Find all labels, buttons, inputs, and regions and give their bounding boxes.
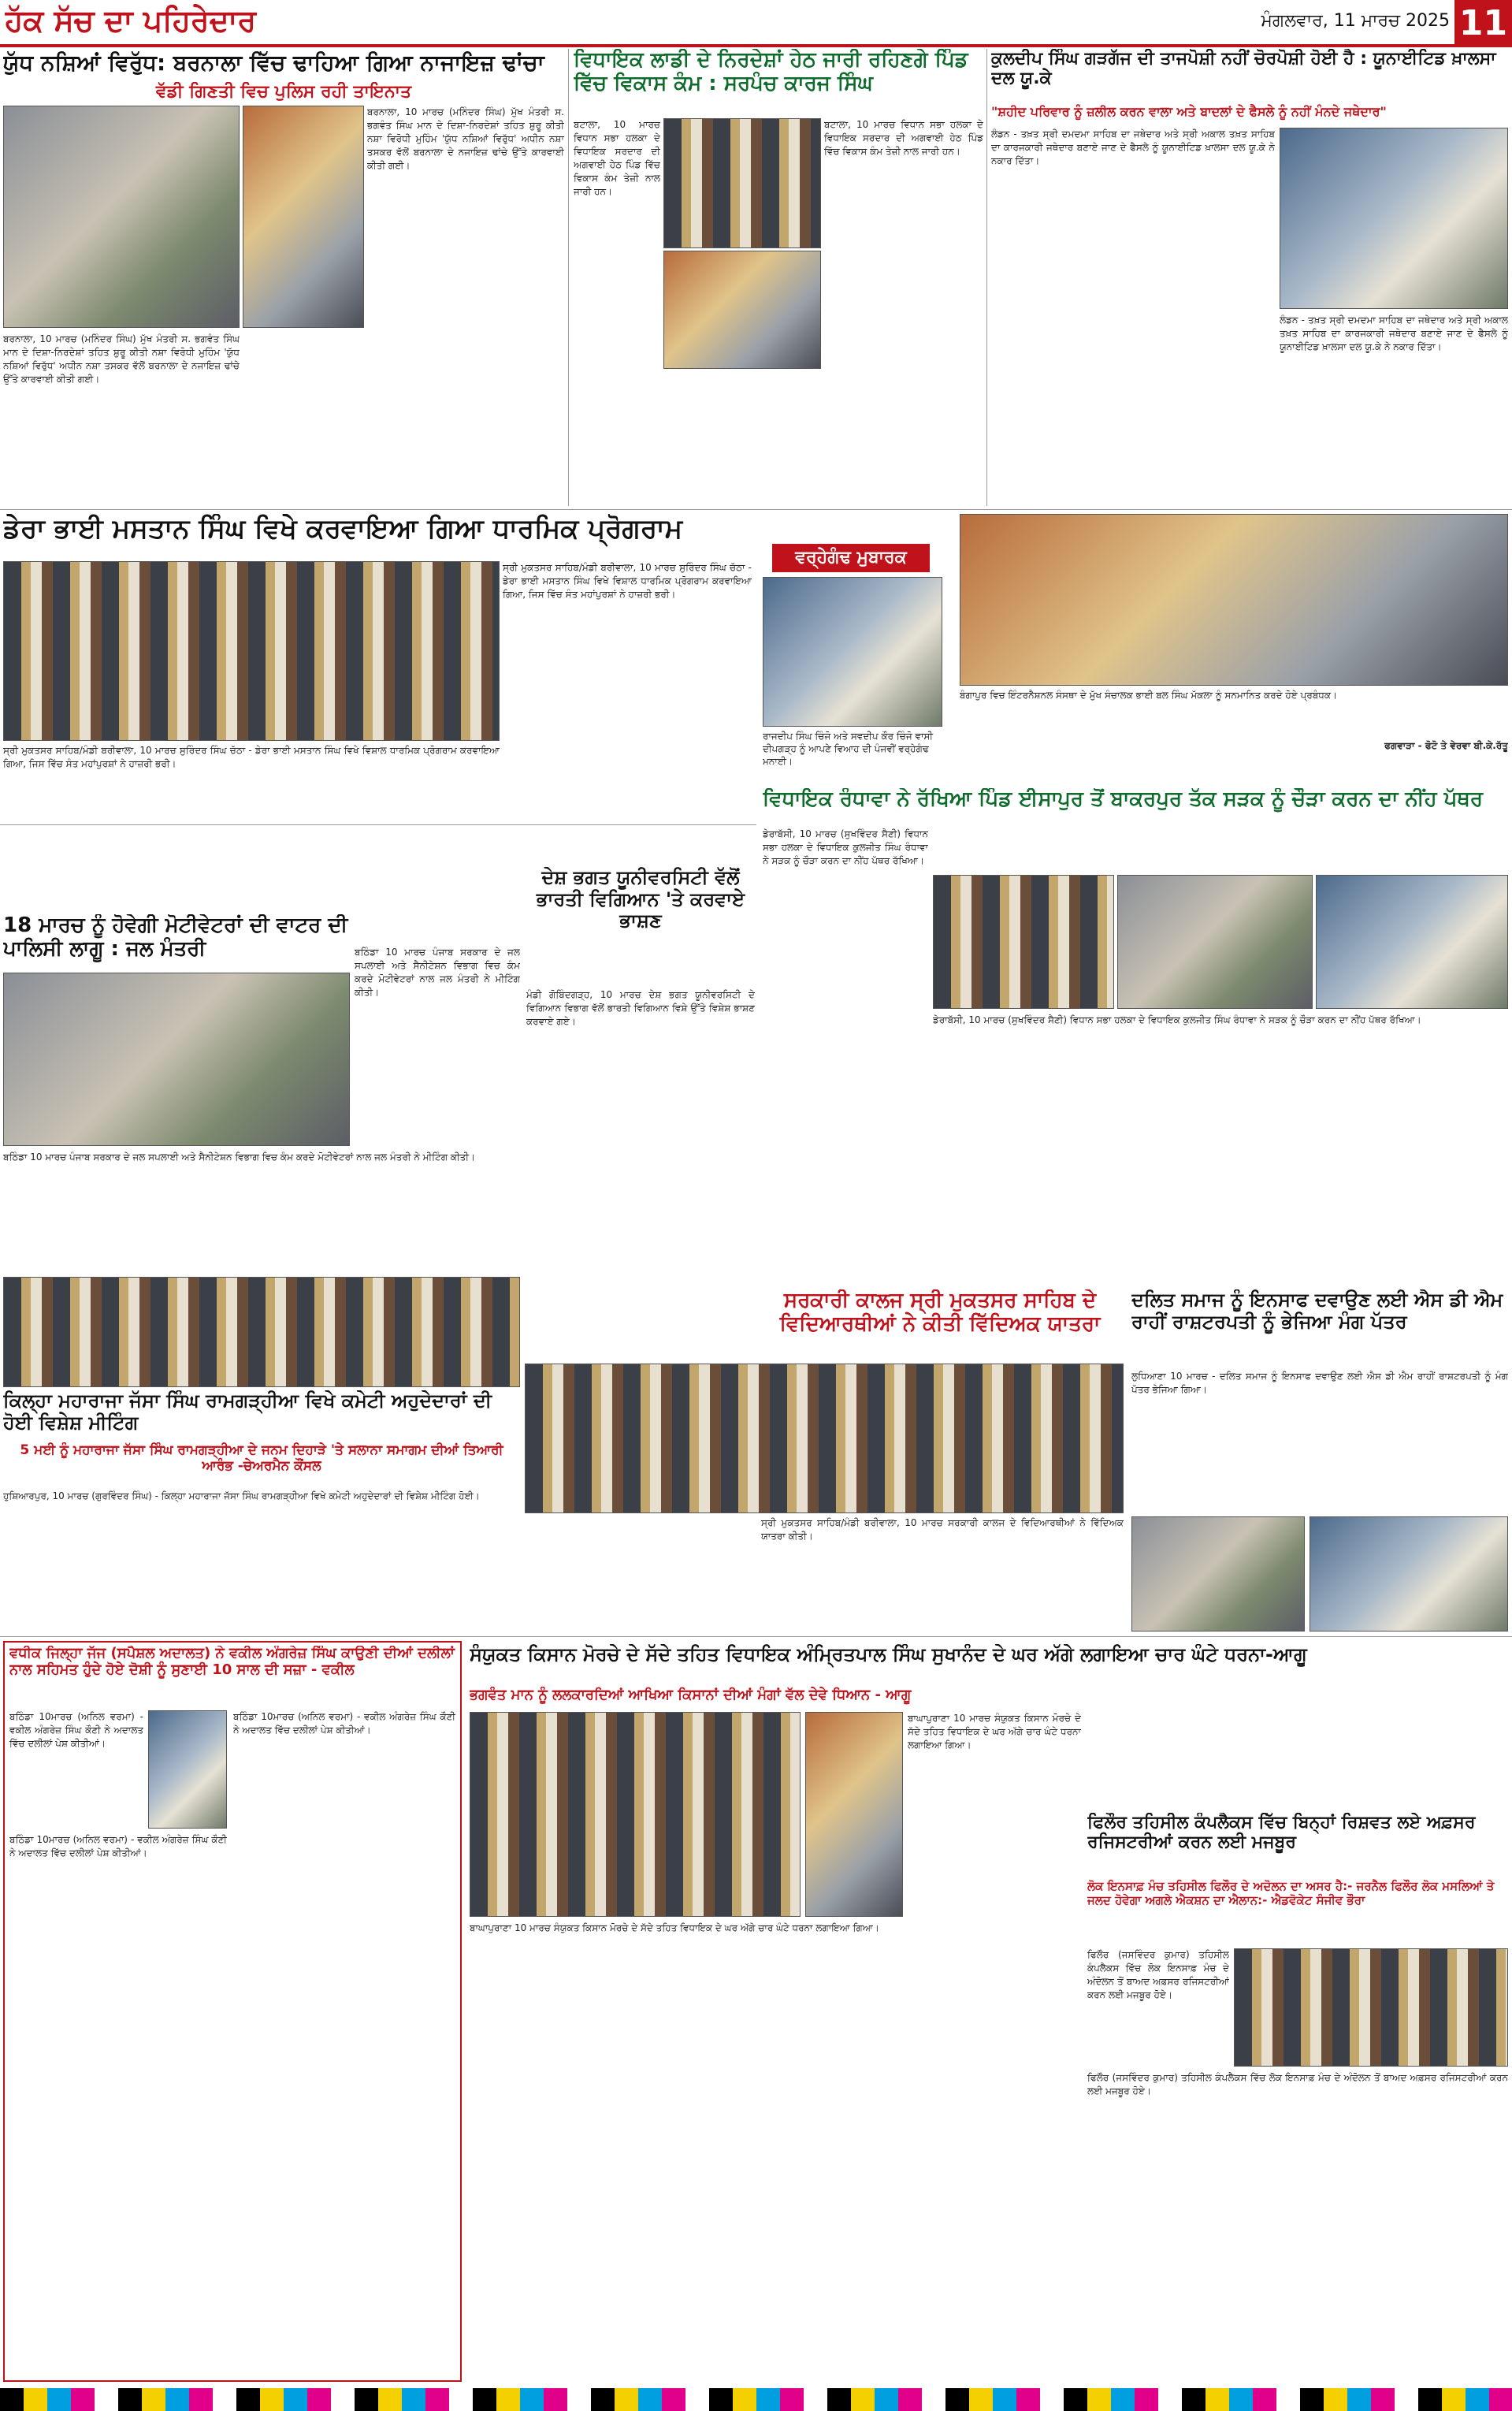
dera-body: ਸ੍ਰੀ ਮੁਕਤਸਰ ਸਾਹਿਬ/ਮੰਡੀ ਬਰੀਵਾਲਾ, 10 ਮਾਰਚ ਸੁਰਿੰਦਰ ਸਿੰਘ ਚੱਠਾ - ਡੇਰਾ ਭਾਈ ਮਸਤਾਨ ਸਿੰਘ ਵਿਖੇ ਵਿਸ਼ਾਲ ਧਾਰਮਿਕ ਪ੍ਰੋਗਰਾਮ ਕਰਵਾਇਆ ਗਿਆ, ਜਿਸ ਵਿੱਚ ਸੰਤ ਮਹਾਂਪੁਰਸ਼ਾਂ ਨੇ ਹਾਜ਼ਰੀ ਭਰੀ।: [3, 745, 500, 769]
phillaur-body: ਫਿਲੌਰ (ਜਸਵਿੰਦਰ ਕੁਮਾਰ) ਤਹਿਸੀਲ ਕੰਪਲੈਕਸ ਵਿੱਚ ਲੋਕ ਇਨਸਾਫ਼ ਮੰਚ ਦੇ ਅੰਦੋਲਨ ਤੋਂ ਬਾਅਦ ਅਫ਼ਸਰ ਰਜਿਸਟਰੀਆਂ ਕਰਨ ਲਈ ਮਜਬੂਰ ਹੋਏ।: [1087, 1949, 1229, 2000]
qila-photo: [3, 1277, 520, 1387]
column-rule: [986, 49, 987, 506]
motivators-body-2: ਬਠਿੰਡਾ 10 ਮਾਰਚ ਪੰਜਾਬ ਸਰਕਾਰ ਦੇ ਜਲ ਸਪਲਾਈ ਅਤੇ ਸੈਨੀਟੇਸ਼ਨ ਵਿਭਾਗ ਵਿਚ ਕੰਮ ਕਰਦੇ ਮੋਟੀਵੇਟਰਾਂ ਨਾਲ ਜਲ ਮੰਤਰੀ ਨੇ ਮੀਟਿੰਗ ਕੀਤੀ।: [3, 1152, 476, 1163]
khalsa-subhead: "ਸ਼ਹੀਦ ਪਰਿਵਾਰ ਨੂੰ ਜ਼ਲੀਲ ਕਰਨ ਵਾਲਾ ਅਤੇ ਬਾਦਲਾਂ ਦੇ ਫੈਸਲੇ ਨੂੰ ਨਹੀਂ ਮੰਨਦੇ ਜਥੇਦਾਰ": [991, 104, 1387, 119]
phillaur-subhead: ਲੋਕ ਇਨਸਾਫ਼ ਮੰਚ ਤਹਿਸੀਲ ਫਿਲੌਰ ਦੇ ਅਦੋਲਨ ਦਾ ਅਸਰ ਹੈ:- ਜਰਨੈਲ ਫਿਲੌਰ ਲੋਕ ਮਸਲਿਆਂ ਤੇ ਜਲਦ ਹੋਵੇਗਾ ਅਗਲੇ ਐਕਸ਼ਨ ਦਾ ਐਲਾਨ:- ਐਡਵੋਕੇਟ ਸੰਜੀਵ ਭੌਰਾ: [1087, 1879, 1495, 1907]
university-headline: ਦੇਸ਼ ਭਗਤ ਯੂਨੀਵਰਸਿਟੀ ਵੱਲੋਂ ਭਾਰਤੀ ਵਿਗਿਆਨ 'ਤੇ ਕਰਵਾਏ ਭਾਸ਼ਣ: [536, 867, 745, 932]
barnala-photo-police: [3, 106, 240, 328]
phillaur-body-2: ਫਿਲੌਰ (ਜਸਵਿੰਦਰ ਕੁਮਾਰ) ਤਹਿਸੀਲ ਕੰਪਲੈਕਸ ਵਿੱਚ ਲੋਕ ਇਨਸਾਫ਼ ਮੰਚ ਦੇ ਅੰਦੋਲਨ ਤੋਂ ਬਾਅਦ ਅਫ਼ਸਰ ਰਜਿਸਟਰੀਆਂ ਕਰਨ ਲਈ ਮਜਬੂਰ ਹੋਏ।: [1087, 2072, 1508, 2097]
page-number: 11: [1454, 0, 1512, 47]
wedding-caption: ਰਾਜਦੀਪ ਸਿੰਘ ਚਿੰਜੋ ਅਤੇ ਸਵਦੀਪ ਕੌਰ ਚਿੰਜੋ ਵਾਸੀ ਦੀਪਗੜ੍ਹ ਨੂੰ ਆਪਣੇ ਵਿਆਹ ਦੀ ਪੰਜਵੀਂ ਵਰ੍ਹੇਗੰਢ ਮਨਾਈ।: [763, 731, 934, 767]
vikas-headline: ਵਿਧਾਇਕ ਲਾਡੀ ਦੇ ਨਿਰਦੇਸ਼ਾਂ ਹੇਠ ਜਾਰੀ ਰਹਿਣਗੇ ਪਿੰਡ ਵਿੱਚ ਵਿਕਾਸ ਕੰਮ : ਸਰਪੰਚ ਕਾਰਜ ਸਿੰਘ: [574, 49, 968, 95]
dalit-headline: ਦਲਿਤ ਸਮਾਜ ਨੂੰ ਇਨਸਾਫ ਦਵਾਉਣ ਲਈ ਐਸ ਡੀ ਐਮ ਰਾਹੀਂ ਰਾਸ਼ਟਰਪਤੀ ਨੂੰ ਭੇਜਿਆ ਮੰਗ ਪੱਤਰ: [1131, 1289, 1503, 1333]
masthead-rule: [0, 44, 1512, 47]
college-photo: [525, 1364, 1124, 1513]
vikas-body-2: ਬਟਾਲਾ, 10 ਮਾਰਚ ਵਿਧਾਨ ਸਭਾ ਹਲਕਾ ਦੇ ਵਿਧਾਇਕ ਸਰਦਾਰ ਦੀ ਅਗਵਾਈ ਹੇਠ ਪਿੰਡ ਵਿੱਚ ਵਿਕਾਸ ਕੰਮ ਤੇਜ਼ੀ ਨਾਲ ਜਾਰੀ ਹਨ।: [824, 119, 983, 157]
motivators-headline: 18 ਮਾਰਚ ਨੂੰ ਹੋਵੇਗੀ ਮੋਟੀਵੇਟਰਾਂ ਦੀ ਵਾਟਰ ਦੀ ਪਾਲਿਸੀ ਲਾਗੂ : ਜਲ ਮੰਤਰੀ: [3, 914, 348, 961]
dera-body-right: ਸ੍ਰੀ ਮੁਕਤਸਰ ਸਾਹਿਬ/ਮੰਡੀ ਬਰੀਵਾਲਾ, 10 ਮਾਰਚ ਸੁਰਿੰਦਰ ਸਿੰਘ ਚੱਠਾ - ਡੇਰਾ ਭਾਈ ਮਸਤਾਨ ਸਿੰਘ ਵਿਖੇ ਵਿਸ਼ਾਲ ਧਾਰਮਿਕ ਪ੍ਰੋਗਰਾਮ ਕਰਵਾਇਆ ਗਿਆ, ਜਿਸ ਵਿੱਚ ਸੰਤ ਮਹਾਂਪੁਰਸ਼ਾਂ ਨੇ ਹਾਜ਼ਰੀ ਭਰੀ।: [503, 562, 752, 600]
randhawa-photo-3: [1316, 875, 1508, 1009]
barnala-photo-demolition: [243, 106, 364, 328]
dalit-photo-2: [1310, 1516, 1508, 1632]
randhawa-body: ਡੇਰਾਬੱਸੀ, 10 ਮਾਰਚ (ਸੁਖਵਿੰਦਰ ਸੈਣੀ) ਵਿਧਾਨ ਸਭਾ ਹਲਕਾ ਦੇ ਵਿਧਾਇਕ ਕੁਲਜੀਤ ਸਿੰਘ ਰੰਧਾਵਾ ਨੇ ਸੜਕ ਨੂੰ ਚੌੜਾ ਕਰਨ ਦਾ ਨੀਂਹ ਪੱਥਰ ਰੱਖਿਆ।: [763, 828, 928, 866]
column-rule: [568, 49, 569, 506]
vikas-photo-1: [663, 118, 821, 248]
college-headline: ਸਰਕਾਰੀ ਕਾਲਜ ਸ੍ਰੀ ਮੁਕਤਸਰ ਸਾਹਿਬ ਦੇ ਵਿਦਿਆਰਥੀਆਂ ਨੇ ਕੀਤੀ ਵਿੱਦਿਅਕ ਯਾਤਰਾ: [779, 1289, 1101, 1336]
row-rule: [0, 824, 756, 825]
gurbani-credit: ਫਗਵਾੜਾ - ਫੋਟੋ ਤੇ ਵੇਰਵਾ ਬੀ.ਕੇ.ਰੱਤੂ: [1384, 740, 1508, 751]
khalsa-headline: ਕੁਲਦੀਪ ਸਿੰਘ ਗੜਗੱਜ ਦੀ ਤਾਜਪੋਸ਼ੀ ਨਹੀਂ ਚੋਰਪੋਸ਼ੀ ਹੋਈ ਹੈ : ਯੂਨਾਈਟਿਡ ਖ਼ਾਲਸਾ ਦਲ ਯੂ.ਕੇ: [991, 49, 1496, 89]
gurbani-photo: [960, 514, 1508, 686]
motivators-body: ਬਠਿੰਡਾ 10 ਮਾਰਚ ਪੰਜਾਬ ਸਰਕਾਰ ਦੇ ਜਲ ਸਪਲਾਈ ਅਤੇ ਸੈਨੀਟੇਸ਼ਨ ਵਿਭਾਗ ਵਿਚ ਕੰਮ ਕਰਦੇ ਮੋਟੀਵੇਟਰਾਂ ਨਾਲ ਜਲ ਮੰਤਰੀ ਨੇ ਮੀਟਿੰਗ ਕੀਤੀ।: [355, 947, 520, 998]
lawyer-photo: [148, 1710, 227, 1829]
kisan-subhead: ਭਗਵੰਤ ਮਾਨ ਨੂੰ ਲਲਕਾਰਦਿਆਂ ਆਖਿਆ ਕਿਸਾਨਾਂ ਦੀਆਂ ਮੰਗਾਂ ਵੱਲ ਦੇਵੇ ਧਿਆਨ - ਆਗੂ: [470, 1687, 912, 1703]
dalit-photo-1: [1131, 1516, 1305, 1632]
barnala-lead: ਬਰਨਾਲਾ, 10 ਮਾਰਚ (ਮਨਿੰਦਰ ਸਿੰਘ) ਮੁੱਖ ਮੰਤਰੀ ਸ. ਭਗਵੰਤ ਸਿੰਘ ਮਾਨ ਦੇ ਦਿਸ਼ਾ-ਨਿਰਦੇਸ਼ਾਂ ਤਹਿਤ ਸ਼ੁਰੂ ਕੀਤੀ ਨਸ਼ਾ ਵਿਰੋਧੀ ਮੁਹਿੰਮ 'ਯੁੱਧ ਨਸ਼ਿਆਂ ਵਿਰੁੱਧ' ਅਧੀਨ ਨਸ਼ਾ ਤਸਕਰ ਵੱਲੋਂ ਬਰਨਾਲਾ ਦੇ ਨਜਾਇਜ਼ ਢਾਂਚੇ ਉੱਤੇ ਕਾਰਵਾਈ ਕੀਤੀ ਗਈ।: [3, 333, 240, 385]
barnala-headline: ਯੁੱਧ ਨਸ਼ਿਆਂ ਵਿਰੁੱਧ: ਬਰਨਾਲਾ ਵਿੱਚ ਢਾਹਿਆ ਗਿਆ ਨਾਜਾਇਜ਼ ਢਾਂਚਾ: [3, 50, 544, 76]
kisan-photo-1: [470, 1712, 801, 1917]
wedding-tag: ਵਰ੍ਹੇਗੰਢ ਮੁਬਾਰਕ: [772, 544, 930, 572]
qila-body: ਹੁਸ਼ਿਆਰਪੁਰ, 10 ਮਾਰਚ (ਗੁਰਵਿੰਦਰ ਸਿੰਘ) - ਕਿਲ੍ਹਾ ਮਹਾਰਾਜਾ ਜੱਸਾ ਸਿੰਘ ਰਾਮਗੜ੍ਹੀਆ ਵਿਖੇ ਕਮੇਟੀ ਅਹੁਦੇਦਾਰਾਂ ਦੀ ਵਿਸ਼ੇਸ਼ ਮੀਟਿੰਗ ਹੋਈ।: [3, 1490, 480, 1501]
row-rule: [0, 1636, 1512, 1637]
dera-headline: ਡੇਰਾ ਭਾਈ ਮਸਤਾਨ ਸਿੰਘ ਵਿਖੇ ਕਰਵਾਇਆ ਗਿਆ ਧਾਰਮਿਕ ਪ੍ਰੋਗਰਾਮ: [3, 514, 683, 545]
vikas-photo-2: [663, 251, 821, 369]
court-body: ਬਠਿੰਡਾ 10ਮਾਰਚ (ਅਨਿਲ ਵਰਮਾ) - ਵਕੀਲ ਅੰਗਰੇਜ਼ ਸਿੰਘ ਕੌਣੀ ਨੇ ਅਦਾਲਤ ਵਿੱਚ ਦਲੀਲਾਂ ਪੇਸ਼ ਕੀਤੀਆਂ।: [9, 1711, 143, 1749]
randhawa-photo-1: [933, 875, 1114, 1009]
randhawa-headline: ਵਿਧਾਇਕ ਰੰਧਾਵਾ ਨੇ ਰੱਖਿਆ ਪਿੰਡ ਈਸਾਪੁਰ ਤੋਂ ਬਾਕਰਪੁਰ ਤੱਕ ਸੜਕ ਨੂੰ ਚੌੜਾ ਕਰਨ ਦਾ ਨੀਂਹ ਪੱਥਰ: [763, 788, 1483, 811]
randhawa-photo-2: [1117, 875, 1313, 1009]
court-body-3: ਬਠਿੰਡਾ 10ਮਾਰਚ (ਅਨਿਲ ਵਰਮਾ) - ਵਕੀਲ ਅੰਗਰੇਜ਼ ਸਿੰਘ ਕੌਣੀ ਨੇ ਅਦਾਲਤ ਵਿੱਚ ਦਲੀਲਾਂ ਪੇਸ਼ ਕੀਤੀਆਂ।: [9, 1834, 227, 1858]
masthead-logo: ਹੱਕ ਸੱਚ ਦਾ ਪਹਿਰੇਦਾਰ: [5, 2, 257, 38]
khalsa-body-2: ਲੰਡਨ - ਤਖ਼ਤ ਸ੍ਰੀ ਦਮਦਮਾ ਸਾਹਿਬ ਦਾ ਜਥੇਦਾਰ ਅਤੇ ਸ੍ਰੀ ਅਕਾਲ ਤਖ਼ਤ ਸਾਹਿਬ ਦਾ ਕਾਰਜਕਾਰੀ ਜਥੇਦਾਰ ਬਣਾਏ ਜਾਣ ਦੇ ਫੈਸਲੇ ਨੂੰ ਯੂਨਾਈਟਿਡ ਖ਼ਾਲਸਾ ਦਲ ਯੂ.ਕੇ ਨੇ ਨਕਾਰ ਦਿੱਤਾ।: [1280, 314, 1508, 352]
row-rule: [0, 509, 1512, 510]
barnala-subhead: ਵੱਡੀ ਗਿਣਤੀ ਵਿਚ ਪੁਲਿਸ ਰਹੀ ਤਾਇਨਾਤ: [155, 82, 412, 102]
motivators-photo: [3, 973, 350, 1146]
khalsa-photo-speaker: [1280, 128, 1508, 309]
kisan-photo-2: [805, 1712, 903, 1917]
issue-date: ਮੰਗਲਵਾਰ, 11 ਮਾਰਚ 2025: [1261, 11, 1450, 31]
khalsa-body: ਲੰਡਨ - ਤਖ਼ਤ ਸ੍ਰੀ ਦਮਦਮਾ ਸਾਹਿਬ ਦਾ ਜਥੇਦਾਰ ਅਤੇ ਸ੍ਰੀ ਅਕਾਲ ਤਖ਼ਤ ਸਾਹਿਬ ਦਾ ਕਾਰਜਕਾਰੀ ਜਥੇਦਾਰ ਬਣਾਏ ਜਾਣ ਦੇ ਫੈਸਲੇ ਨੂੰ ਯੂਨਾਈਟਿਡ ਖ਼ਾਲਸਾ ਦਲ ਯੂ.ਕੇ ਨੇ ਨਕਾਰ ਦਿੱਤਾ।: [991, 128, 1275, 166]
phillaur-photo: [1234, 1948, 1508, 2067]
university-body: ਮੰਡੀ ਗੋਬਿੰਦਗੜ੍ਹ, 10 ਮਾਰਚ ਦੇਸ਼ ਭਗਤ ਯੂਨੀਵਰਸਿਟੀ ਦੇ ਵਿਗਿਆਨ ਵਿਭਾਗ ਵੱਲੋਂ ਭਾਰਤੀ ਵਿਗਿਆਨ ਵਿਸ਼ੇ ਉੱਤੇ ਵਿਸ਼ੇਸ਼ ਭਾਸ਼ਣ ਕਰਵਾਏ ਗਏ।: [526, 989, 755, 1027]
dalit-body: ਲੁਧਿਆਣਾ 10 ਮਾਰਚ - ਦਲਿਤ ਸਮਾਜ ਨੂੰ ਇਨਸਾਫ ਦਵਾਉਣ ਲਈ ਐਸ ਡੀ ਐਮ ਰਾਹੀਂ ਰਾਸ਼ਟਰਪਤੀ ਨੂੰ ਮੰਗ ਪੱਤਰ ਭੇਜਿਆ ਗਿਆ।: [1131, 1371, 1508, 1395]
phillaur-headline: ਫਿਲੌਰ ਤਹਿਸੀਲ ਕੰਪਲੈਕਸ ਵਿੱਚ ਬਿਨ੍ਹਾਂ ਰਿਸ਼ਵਤ ਲਏ ਅਫ਼ਸਰ ਰਜਿਸਟਰੀਆਂ ਕਰਨ ਲਈ ਮਜਬੂਰ: [1087, 1813, 1476, 1853]
court-body-2: ਬਠਿੰਡਾ 10ਮਾਰਚ (ਅਨਿਲ ਵਰਮਾ) - ਵਕੀਲ ਅੰਗਰੇਜ਼ ਸਿੰਘ ਕੌਣੀ ਨੇ ਅਦਾਲਤ ਵਿੱਚ ਦਲੀਲਾਂ ਪੇਸ਼ ਕੀਤੀਆਂ।: [233, 1711, 455, 1736]
barnala-body: ਬਰਨਾਲਾ, 10 ਮਾਰਚ (ਮਨਿੰਦਰ ਸਿੰਘ) ਮੁੱਖ ਮੰਤਰੀ ਸ. ਭਗਵੰਤ ਸਿੰਘ ਮਾਨ ਦੇ ਦਿਸ਼ਾ-ਨਿਰਦੇਸ਼ਾਂ ਤਹਿਤ ਸ਼ੁਰੂ ਕੀਤੀ ਨਸ਼ਾ ਵਿਰੋਧੀ ਮੁਹਿੰਮ 'ਯੁੱਧ ਨਸ਼ਿਆਂ ਵਿਰੁੱਧ' ਅਧੀਨ ਨਸ਼ਾ ਤਸਕਰ ਵੱਲੋਂ ਬਰਨਾਲਾ ਦੇ ਨਜਾਇਜ਼ ਢਾਂਚੇ ਉੱਤੇ ਕਾਰਵਾਈ ਕੀਤੀ ਗਈ।: [367, 106, 564, 171]
kisan-body-2: ਬਾਘਾਪੁਰਾਣਾ 10 ਮਾਰਚ ਸੰਯੁਕਤ ਕਿਸਾਨ ਮੋਰਚੇ ਦੇ ਸੱਦੇ ਤਹਿਤ ਵਿਧਾਇਕ ਦੇ ਘਰ ਅੱਗੇ ਚਾਰ ਘੰਟੇ ਧਰਨਾ ਲਗਾਇਆ ਗਿਆ।: [470, 1922, 879, 1933]
printer-color-bar: [0, 2388, 1512, 2411]
college-body: ਸ੍ਰੀ ਮੁਕਤਸਰ ਸਾਹਿਬ/ਮੰਡੀ ਬਰੀਵਾਲਾ, 10 ਮਾਰਚ ਸਰਕਾਰੀ ਕਾਲਜ ਦੇ ਵਿਦਿਆਰਥੀਆਂ ਨੇ ਵਿੱਦਿਅਕ ਯਾਤਰਾ ਕੀਤੀ।: [761, 1517, 1124, 1542]
dera-photo: [3, 561, 500, 741]
randhawa-body-2: ਡੇਰਾਬੱਸੀ, 10 ਮਾਰਚ (ਸੁਖਵਿੰਦਰ ਸੈਣੀ) ਵਿਧਾਨ ਸਭਾ ਹਲਕਾ ਦੇ ਵਿਧਾਇਕ ਕੁਲਜੀਤ ਸਿੰਘ ਰੰਧਾਵਾ ਨੇ ਸੜਕ ਨੂੰ ਚੌੜਾ ਕਰਨ ਦਾ ਨੀਂਹ ਪੱਥਰ ਰੱਖਿਆ।: [933, 1014, 1421, 1025]
wedding-photo: [763, 577, 942, 727]
kisan-headline: ਸੰਯੁਕਤ ਕਿਸਾਨ ਮੋਰਚੇ ਦੇ ਸੱਦੇ ਤਹਿਤ ਵਿਧਾਇਕ ਅੰਮ੍ਰਿਤਪਾਲ ਸਿੰਘ ਸੁਖਾਨੰਦ ਦੇ ਘਰ ਅੱਗੇ ਲਗਾਇਆ ਚਾਰ ਘੰਟੇ ਧਰਨਾ-ਆਗੂ: [470, 1644, 1307, 1665]
vikas-body: ਬਟਾਲਾ, 10 ਮਾਰਚ ਵਿਧਾਨ ਸਭਾ ਹਲਕਾ ਦੇ ਵਿਧਾਇਕ ਸਰਦਾਰ ਦੀ ਅਗਵਾਈ ਹੇਠ ਪਿੰਡ ਵਿੱਚ ਵਿਕਾਸ ਕੰਮ ਤੇਜ਼ੀ ਨਾਲ ਜਾਰੀ ਹਨ।: [574, 119, 660, 197]
qila-headline: ਕਿਲ੍ਹਾ ਮਹਾਰਾਜਾ ਜੱਸਾ ਸਿੰਘ ਰਾਮਗੜ੍ਹੀਆ ਵਿਖੇ ਕਮੇਟੀ ਅਹੁਦੇਦਾਰਾਂ ਦੀ ਹੋਈ ਵਿਸ਼ੇਸ਼ ਮੀਟਿੰਗ: [3, 1390, 492, 1434]
kisan-body: ਬਾਘਾਪੁਰਾਣਾ 10 ਮਾਰਚ ਸੰਯੁਕਤ ਕਿਸਾਨ ਮੋਰਚੇ ਦੇ ਸੱਦੇ ਤਹਿਤ ਵਿਧਾਇਕ ਦੇ ਘਰ ਅੱਗੇ ਚਾਰ ਘੰਟੇ ਧਰਨਾ ਲਗਾਇਆ ਗਿਆ।: [908, 1713, 1081, 1751]
qila-subhead: 5 ਮਈ ਨੂੰ ਮਹਾਰਾਜਾ ਜੱਸਾ ਸਿੰਘ ਰਾਮਗੜ੍ਹੀਆ ਦੇ ਜਨਮ ਦਿਹਾੜੇ 'ਤੇ ਸਲਾਨਾ ਸਮਾਗਮ ਦੀਆਂ ਤਿਆਰੀ ਆਰੰਭ -ਚੇਅਰਮੈਨ ਕੌਂਸਲ: [20, 1442, 503, 1474]
gurbani-caption: ਬੰਗਾਪੁਰ ਵਿਚ ਇੰਟਰਨੈਸ਼ਨਲ ਸੰਸਥਾ ਦੇ ਮੁੱਖ ਸੰਚਾਲਕ ਭਾਈ ਬਲ ਸਿੰਘ ਮੱਕਲਾ ਨੂੰ ਸਨਮਾਨਿਤ ਕਰਦੇ ਹੋਏ ਪ੍ਰਬੰਧਕ।: [960, 690, 1338, 701]
court-headline: ਵਧੀਕ ਜਿਲ੍ਹਾ ਜੱਜ (ਸਪੈਸ਼ਲ ਅਦਾਲਤ) ਨੇ ਵਕੀਲ ਅੰਗਰੇਜ਼ ਸਿੰਘ ਕਾਉਣੀ ਦੀਆਂ ਦਲੀਲਾਂ ਨਾਲ ਸਹਿਮਤ ਹੁੰਦੇ ਹੋਏ ਦੋਸ਼ੀ ਨੂੰ ਸੁਣਾਈ 10 ਸਾਲ ਦੀ ਸਜ਼ਾ - ਵਕੀਲ: [9, 1646, 455, 1678]
